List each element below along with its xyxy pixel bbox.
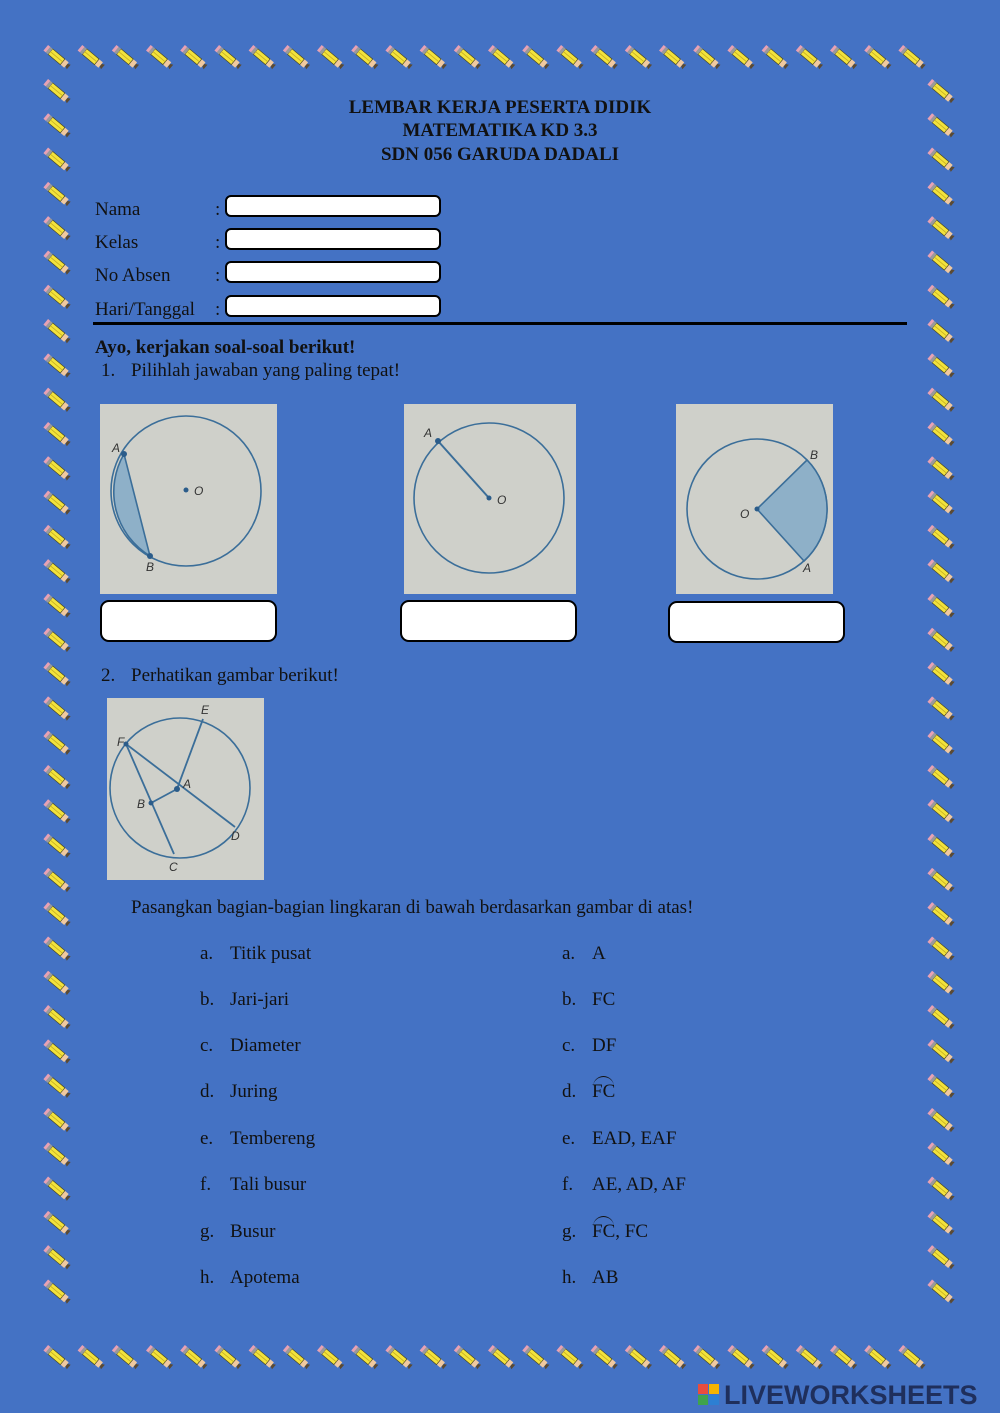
- worksheet-school: SDN 056 GARUDA DADALI: [380, 144, 620, 165]
- term-letter: d.: [200, 1081, 215, 1102]
- pencil-icon: [43, 285, 71, 310]
- label-c: C: [169, 860, 178, 874]
- pencil-icon: [43, 1177, 71, 1202]
- label-b: B: [137, 797, 146, 811]
- pencil-icon: [43, 731, 71, 756]
- pencil-icon: [43, 628, 71, 653]
- label-o: O: [497, 493, 507, 507]
- pencil-icon: [625, 45, 653, 70]
- q1-figure-radius: [404, 404, 576, 594]
- label-d: D: [231, 829, 240, 843]
- pencil-icon: [927, 731, 955, 756]
- divider: [93, 322, 907, 325]
- q1-text: Pilihlah jawaban yang paling tepat!: [131, 360, 401, 381]
- pencil-icon: [454, 45, 482, 70]
- pencil-icon: [927, 388, 955, 413]
- instructions: Ayo, kerjakan soal-soal berikut!: [95, 337, 356, 358]
- answer-text: EAD, EAF: [592, 1128, 677, 1149]
- answer-text: A: [592, 943, 606, 964]
- pencil-icon: [927, 1108, 955, 1133]
- label-f: F: [117, 735, 125, 749]
- pencil-icon: [43, 1005, 71, 1030]
- answer-letter: a.: [562, 943, 576, 964]
- pencil-icon: [927, 593, 955, 618]
- label-o: O: [194, 484, 204, 498]
- pencil-icon: [927, 216, 955, 241]
- pencil-icon: [927, 628, 955, 653]
- answer-text: [592, 1081, 615, 1103]
- worksheet-subject: MATEMATIKA KD 3.3: [402, 120, 598, 141]
- pencil-icon: [146, 1345, 174, 1370]
- pencil-icon: [43, 353, 71, 378]
- pencil-icon: [249, 45, 277, 70]
- pencil-icon: [522, 45, 550, 70]
- answer-letter: d.: [562, 1081, 577, 1102]
- pencil-icon: [283, 45, 311, 70]
- label-a: A: [803, 561, 812, 575]
- pencil-icon: [927, 1279, 955, 1304]
- answer-letter: f.: [562, 1174, 574, 1195]
- colon: :: [215, 232, 221, 253]
- pencil-icon: [43, 1345, 71, 1370]
- term-text: Tembereng: [230, 1128, 316, 1149]
- label-b: B: [146, 560, 155, 574]
- pencil-icon: [146, 45, 174, 70]
- pencil-icon: [927, 491, 955, 516]
- pencil-icon: [454, 1345, 482, 1370]
- hari-tanggal-input[interactable]: [225, 295, 441, 317]
- answer-text: FC: [592, 989, 616, 1010]
- pencil-icon: [180, 1345, 208, 1370]
- no-absen-label: No Absen: [95, 265, 171, 286]
- pencil-icon: [43, 1142, 71, 1167]
- pencil-icon: [43, 834, 71, 859]
- pencil-icon: [43, 250, 71, 275]
- q1-answer-3-input[interactable]: [668, 601, 845, 643]
- pencil-icon: [796, 1345, 824, 1370]
- pencil-icon: [693, 1345, 721, 1370]
- logo-badge-icon: [698, 1384, 720, 1406]
- pencil-icon: [693, 45, 721, 70]
- answer-text: AE, AD, AF: [592, 1174, 686, 1195]
- pencil-icon: [43, 525, 71, 550]
- label-a: A: [112, 441, 121, 455]
- pencil-icon: [927, 456, 955, 481]
- pencil-icon: [927, 250, 955, 275]
- answer-text: [592, 1221, 648, 1243]
- pencil-icon: [43, 1108, 71, 1133]
- label-b: B: [810, 448, 819, 462]
- q2-text: Perhatikan gambar berikut!: [131, 665, 339, 686]
- pencil-icon: [927, 662, 955, 687]
- pencil-icon: [385, 1345, 413, 1370]
- term-letter: c.: [200, 1035, 214, 1056]
- term-text: Apotema: [230, 1267, 300, 1288]
- pencil-icon: [927, 182, 955, 207]
- pencil-icon: [762, 45, 790, 70]
- q1-answer-2-input[interactable]: [400, 600, 577, 642]
- q2-figure-circle: [107, 698, 264, 880]
- pencil-icon: [43, 936, 71, 961]
- answer-text: DF: [592, 1035, 617, 1056]
- pencil-icon: [351, 45, 379, 70]
- pencil-icon: [43, 1074, 71, 1099]
- hari-tanggal-label: Hari/Tanggal: [95, 299, 195, 320]
- pencil-icon: [927, 1211, 955, 1236]
- arc-notation: FC: [592, 1221, 616, 1242]
- pencil-icon: [180, 45, 208, 70]
- pencil-icon: [898, 1345, 926, 1370]
- pencil-icon: [927, 353, 955, 378]
- pencil-icon: [556, 1345, 584, 1370]
- worksheet-title: LEMBAR KERJA PESERTA DIDIK: [348, 97, 652, 118]
- q1-figure-sector: [676, 404, 833, 594]
- q1-answer-1-input[interactable]: [100, 600, 277, 642]
- pencil-icon: [78, 1345, 106, 1370]
- no-absen-input[interactable]: [225, 261, 441, 283]
- pencil-icon: [927, 868, 955, 893]
- term-letter: e.: [200, 1128, 214, 1149]
- term-text: Tali busur: [230, 1174, 307, 1195]
- pencil-icon: [927, 319, 955, 344]
- pencil-icon: [830, 1345, 858, 1370]
- pencil-icon: [43, 45, 71, 70]
- pencil-icon: [927, 285, 955, 310]
- colon: :: [215, 265, 221, 286]
- pencil-icon: [43, 765, 71, 790]
- pencil-icon: [556, 45, 584, 70]
- colon: :: [215, 299, 221, 320]
- pencil-icon: [43, 696, 71, 721]
- pencil-icon: [43, 1211, 71, 1236]
- pencil-icon: [864, 45, 892, 70]
- pencil-icon: [43, 422, 71, 447]
- pencil-icon: [898, 45, 926, 70]
- answer-letter: c.: [562, 1035, 576, 1056]
- pencil-icon: [43, 559, 71, 584]
- pencil-icon: [591, 1345, 619, 1370]
- pencil-icon: [43, 971, 71, 996]
- term-letter: g.: [200, 1221, 215, 1242]
- answer-text: AB: [592, 1267, 619, 1288]
- pencil-icon: [927, 1039, 955, 1064]
- pencil-icon: [214, 1345, 242, 1370]
- answer-letter: g.: [562, 1221, 577, 1242]
- pencil-icon: [214, 45, 242, 70]
- pencil-icon: [625, 1345, 653, 1370]
- pencil-icon: [112, 45, 140, 70]
- pencil-icon: [488, 45, 516, 70]
- pencil-icon: [43, 491, 71, 516]
- pencil-icon: [249, 1345, 277, 1370]
- pencil-icon: [112, 1345, 140, 1370]
- term-text: Titik pusat: [230, 943, 312, 964]
- pencil-icon: [488, 1345, 516, 1370]
- pencil-icon: [43, 1279, 71, 1304]
- colon: :: [215, 199, 221, 220]
- match-instructions: Pasangkan bagian-bagian lingkaran di bawah berdasarkan gambar di atas!: [131, 897, 694, 918]
- q2-number: 2.: [101, 665, 116, 686]
- pencil-icon: [659, 1345, 687, 1370]
- pencil-icon: [43, 182, 71, 207]
- pencil-icon: [864, 1345, 892, 1370]
- pencil-icon: [927, 799, 955, 824]
- pencil-icon: [727, 1345, 755, 1370]
- term-text: Diameter: [230, 1035, 301, 1056]
- pencil-icon: [796, 45, 824, 70]
- pencil-icon: [927, 422, 955, 447]
- pencil-icon: [659, 45, 687, 70]
- pencil-icon: [78, 45, 106, 70]
- kelas-input[interactable]: [225, 228, 441, 250]
- term-text: Busur: [230, 1221, 276, 1242]
- pencil-icon: [43, 902, 71, 927]
- pencil-icon: [43, 1245, 71, 1270]
- pencil-icon: [927, 559, 955, 584]
- q1-number: 1.: [101, 360, 116, 381]
- nama-label: Nama: [95, 199, 141, 220]
- pencil-icon: [385, 45, 413, 70]
- pencil-icon: [727, 45, 755, 70]
- pencil-icon: [830, 45, 858, 70]
- term-letter: f.: [200, 1174, 212, 1195]
- answer-suffix: , FC: [615, 1221, 648, 1242]
- label-a: A: [183, 777, 192, 791]
- pencil-icon: [927, 971, 955, 996]
- pencil-icon: [43, 456, 71, 481]
- pencil-icon: [927, 1005, 955, 1030]
- pencil-icon: [927, 1074, 955, 1099]
- kelas-label: Kelas: [95, 232, 139, 253]
- term-letter: b.: [200, 989, 215, 1010]
- pencil-icon: [43, 799, 71, 824]
- q1-figure-segment: [100, 404, 277, 594]
- pencil-icon: [420, 45, 448, 70]
- pencil-icon: [43, 662, 71, 687]
- label-e: E: [201, 703, 210, 717]
- pencil-icon: [927, 525, 955, 550]
- pencil-icon: [351, 1345, 379, 1370]
- term-letter: a.: [200, 943, 214, 964]
- pencil-icon: [927, 1142, 955, 1167]
- pencil-icon: [43, 1039, 71, 1064]
- term-text: Jari-jari: [230, 989, 290, 1010]
- pencil-icon: [283, 1345, 311, 1370]
- pencil-icon: [591, 45, 619, 70]
- term-text: Juring: [230, 1081, 278, 1102]
- pencil-icon: [927, 696, 955, 721]
- pencil-icon: [762, 1345, 790, 1370]
- pencil-icon: [927, 765, 955, 790]
- pencil-icon: [927, 1177, 955, 1202]
- pencil-icon: [927, 1245, 955, 1270]
- label-a: A: [424, 426, 433, 440]
- answer-letter: h.: [562, 1267, 577, 1288]
- logo-wordmark: LIVEWORKSHEETS: [724, 1380, 978, 1410]
- pencil-icon: [43, 319, 71, 344]
- label-o: O: [740, 507, 750, 521]
- pencil-icon: [317, 45, 345, 70]
- pencil-icon: [43, 216, 71, 241]
- pencil-icon: [43, 868, 71, 893]
- nama-input[interactable]: [225, 195, 441, 217]
- term-letter: h.: [200, 1267, 215, 1288]
- answer-letter: e.: [562, 1128, 576, 1149]
- arc-notation: FC: [592, 1081, 616, 1102]
- pencil-icon: [43, 593, 71, 618]
- pencil-icon: [317, 1345, 345, 1370]
- pencil-icon: [927, 902, 955, 927]
- pencil-icon: [522, 1345, 550, 1370]
- pencil-icon: [43, 388, 71, 413]
- pencil-icon: [927, 834, 955, 859]
- pencil-icon: [420, 1345, 448, 1370]
- answer-letter: b.: [562, 989, 577, 1010]
- pencil-icon: [927, 936, 955, 961]
